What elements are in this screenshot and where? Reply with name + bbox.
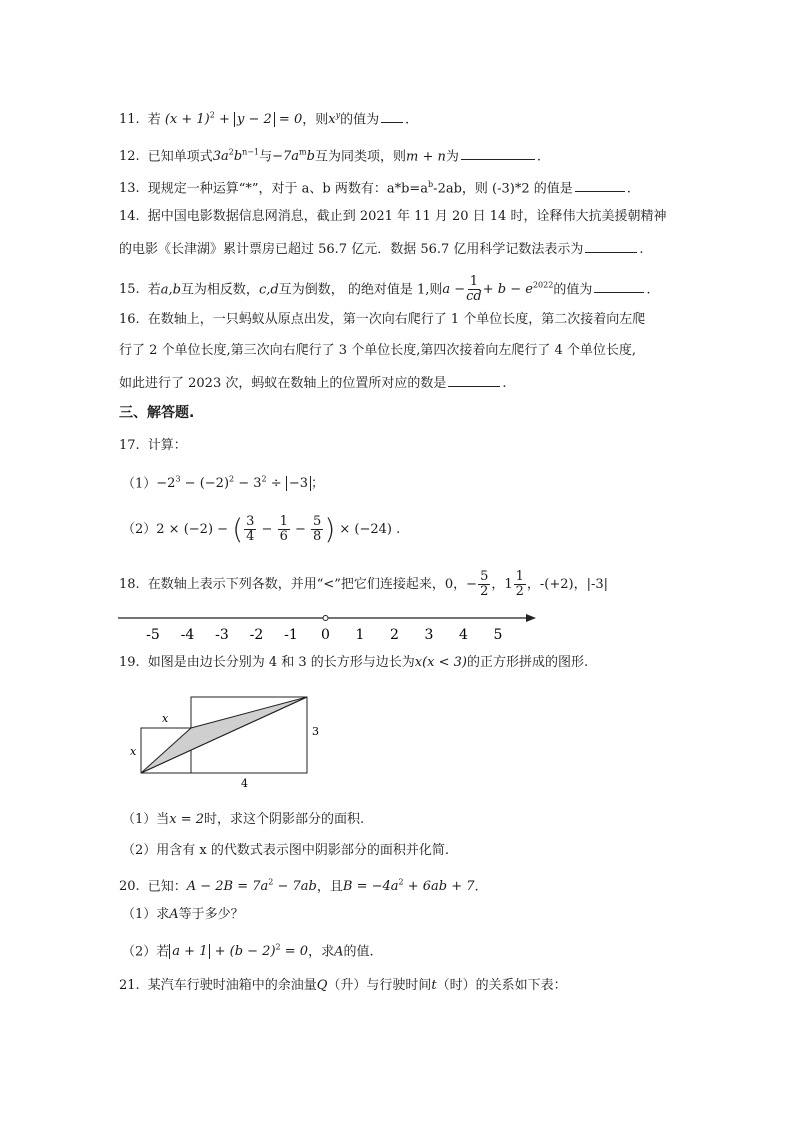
- question-text: .: [405, 112, 410, 128]
- question-number: 17.: [119, 438, 140, 453]
- question-number: 18.: [119, 577, 140, 592]
- part-label: （2）: [122, 522, 157, 537]
- question-number: 13.: [119, 181, 140, 197]
- question-16-line-1: [119, 310, 645, 330]
- number-line-tick-label: -2: [249, 627, 264, 643]
- question-text: 若: [147, 282, 161, 298]
- answer-blank: [381, 108, 403, 123]
- question-17: [119, 436, 187, 456]
- number-line-tick-label: 1: [355, 627, 365, 643]
- part-label: （1）: [122, 476, 157, 492]
- question-text: 行了 2 个单位长度,第三次向右爬行了 3 个单位长度,第四次接着向左爬行了 4 个单位长度,: [119, 343, 637, 358]
- question-text: .: [639, 242, 644, 257]
- answer-blank: [585, 238, 637, 253]
- number-line-tick-label: -5: [146, 627, 160, 643]
- question-text: 与: [259, 149, 273, 165]
- math-expression: $-7a^mb$: [272, 148, 315, 165]
- question-text: （升）与行驶时间: [327, 978, 432, 993]
- question-text: 现规定一种运算“*”，对于 a、b 两数有：a*b=a: [147, 181, 429, 197]
- question-14-line-1: [119, 207, 666, 227]
- math-expression: $-2^3 - (-2)^2 - 3^2 \div -3$ ；: [156, 475, 324, 492]
- math-expression: x = 2: [169, 812, 205, 827]
- question-number: 19.: [119, 655, 140, 670]
- number-line-tick-label: 0: [321, 627, 330, 643]
- label-4: 4: [241, 777, 248, 790]
- question-text: .: [536, 149, 541, 165]
- question-19-part-1: [122, 810, 364, 830]
- section-heading: 三、解答题.: [119, 405, 195, 421]
- question-text: 如此进行了 2023 次，蚂蚁在数轴上的位置所对应的数是: [119, 376, 447, 391]
- math-expression: t: [431, 978, 437, 993]
- number-line-tick-label: -4: [180, 627, 195, 643]
- question-20-part-1: [122, 905, 244, 925]
- question-text: （2）用含有 x 的代数式表示图中阴影部分的面积并化简.: [122, 843, 449, 858]
- math-expression: 2 × (−2) − ( $\frac{3}{4}$ − $\frac{1}{6}$ − $\frac{5}{8}$ ) × (−24) .: [156, 512, 401, 546]
- question-text: 的电影《长津湖》累计票房已超过 56.7 亿元．数据 56.7 亿用科学记数法表示为: [119, 242, 584, 257]
- question-text: 的正方形拼成的图形.: [467, 655, 589, 670]
- question-11: [119, 106, 409, 130]
- question-13: [119, 175, 631, 199]
- question-text: 某汽车行驶时油箱中的余油量: [147, 978, 317, 993]
- question-text: 等于多少？: [178, 907, 244, 922]
- answer-blank: [594, 278, 644, 293]
- question-text: 计算：: [147, 438, 187, 453]
- math-expression: A: [334, 944, 344, 960]
- question-text: 在数轴上表示下列各数，并用“<”把它们连接起来，0，: [147, 577, 467, 592]
- answer-blank: [448, 372, 500, 387]
- question-text: 的值为: [553, 282, 593, 298]
- question-number: 21.: [119, 978, 140, 993]
- math-expression: $3a^2b^{n-1}$: [212, 148, 260, 165]
- question-text: ，求: [308, 944, 335, 960]
- number-line-tick-label: -1: [284, 627, 298, 643]
- question-21: [119, 976, 567, 996]
- origin-marker: [323, 616, 328, 621]
- question-number: 20.: [119, 879, 140, 895]
- question-19-part-2: [122, 841, 449, 861]
- question-text: 互为倒数， 的绝对值是 1,则: [278, 282, 443, 298]
- question-text: .: [626, 181, 631, 197]
- question-16-line-3: [119, 372, 507, 394]
- number-line-tick-label: 4: [459, 627, 468, 643]
- question-number: 14.: [119, 209, 140, 224]
- part-label: （2）若: [122, 944, 170, 960]
- question-text: 的值.: [343, 944, 374, 960]
- answer-blank: [461, 145, 535, 160]
- question-text: 已知：: [147, 879, 187, 895]
- geometry-figure: [125, 693, 325, 793]
- question-16-line-2: [119, 341, 636, 361]
- number-line: [110, 606, 540, 646]
- question-14-line-2: [119, 238, 644, 260]
- question-text: 的值为: [340, 112, 380, 128]
- question-12: [119, 143, 541, 167]
- math-expression: $a + 1 + (b - 2)^2 = 0$: [169, 944, 308, 959]
- question-text: -2ab，则 (-3)*2 的值是: [433, 181, 573, 197]
- part-label: （1）当: [122, 812, 170, 827]
- math-expression: m + n: [405, 149, 446, 165]
- number-line-tick-label: -3: [215, 627, 229, 643]
- number-line-tick-label: 3: [424, 627, 434, 643]
- question-text: ，且: [316, 879, 343, 895]
- math-expression: Q: [316, 978, 328, 993]
- math-expression: c,d: [258, 282, 279, 298]
- question-text: 已知单项式: [147, 149, 213, 165]
- question-text: 如图是由边长分别为 4 和 3 的长方形与边长为: [147, 655, 415, 670]
- math-expression: a − $\frac{1}{cd}$ + $b - e^{2022}$: [442, 274, 554, 305]
- question-18: [119, 569, 608, 601]
- math-expression: A: [169, 907, 179, 922]
- math-expression: x(x < 3): [414, 655, 468, 670]
- question-text: 为: [445, 149, 459, 165]
- part-label: （1）求: [122, 907, 170, 922]
- question-text: ，则: [302, 112, 329, 128]
- question-number: 12.: [119, 149, 140, 165]
- question-text: 互为相反数，: [180, 282, 259, 298]
- number-line-tick-label: 2: [390, 627, 399, 643]
- question-20-part-2: [122, 938, 374, 962]
- math-expression: a,b: [160, 282, 181, 298]
- answer-blank: [575, 177, 625, 192]
- math-expression: $x^y$: [328, 111, 341, 128]
- question-text: ，-(+2)，|-3|: [526, 577, 609, 592]
- question-text: 互为同类项，则: [314, 149, 406, 165]
- question-17-part-1: [122, 470, 324, 494]
- question-text: 据中国电影数据信息网消息，截止到 2021 年 11 月 20 日 14 时，诠释伟大抗美援朝精神: [147, 209, 667, 224]
- math-expression: $B = -4a^2 + 6ab + 7$: [342, 878, 475, 895]
- label-x-left: x: [130, 745, 137, 758]
- question-text: .: [474, 879, 479, 895]
- question-text: （时）的关系如下表：: [436, 978, 567, 993]
- math-expression: $(x + 1)^2 + y - 2 = 0$: [164, 111, 303, 128]
- number-line-tick-label: 5: [493, 627, 503, 643]
- label-3: 3: [312, 725, 319, 738]
- question-number: 16.: [119, 312, 140, 327]
- math-expression: − $\frac{5}{2}$ ，1 $\frac{1}{2}$: [466, 569, 524, 599]
- question-text: 在数轴上，一只蚂蚁从原点出发，第一次向右爬行了 1 个单位长度，第二次接着向左爬: [147, 312, 646, 327]
- math-expression: $A - 2B = 7a^2 - 7ab$: [186, 878, 317, 895]
- question-number: 11.: [119, 112, 140, 128]
- question-text: 若: [147, 112, 161, 128]
- question-number: 15.: [119, 282, 140, 298]
- question-19: [119, 653, 588, 673]
- question-text: 时，求这个阴影部分的面积.: [204, 812, 365, 827]
- question-17-part-2: [122, 512, 400, 548]
- diagonal-line: [141, 697, 307, 773]
- question-20: [119, 873, 479, 897]
- label-x-top: x: [162, 712, 169, 725]
- question-text: .: [502, 376, 507, 391]
- superscript: b: [428, 180, 434, 189]
- question-15: [119, 271, 650, 305]
- question-text: .: [646, 282, 651, 298]
- arrow-right-icon: [526, 614, 536, 622]
